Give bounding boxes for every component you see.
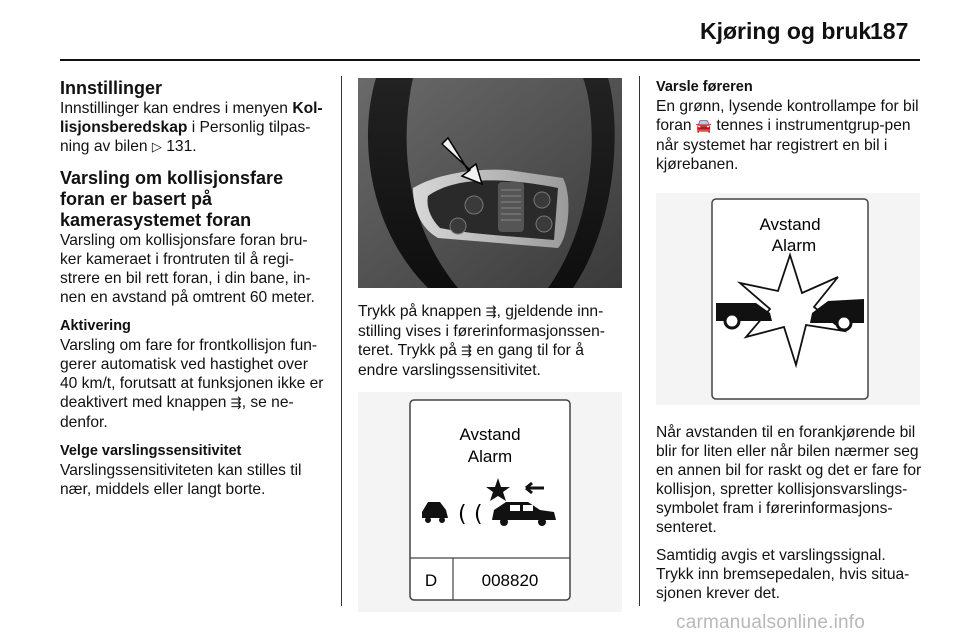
page-number: 187 — [870, 18, 909, 44]
collision-alarm-figure — [656, 193, 920, 405]
sensitivity-display-figure — [358, 392, 622, 612]
column-divider-2 — [639, 76, 640, 606]
figure-code-number: 008820 — [481, 571, 539, 590]
collision-button-icon: ⇶ — [485, 305, 497, 320]
alarm-line-1: Avstand — [759, 215, 821, 234]
paragraph-activation — [60, 336, 328, 432]
paragraph-distance: Når avstanden til en forankjørende bil blir for liten eller når bilen nærmer seg en annen bil for raskt og det er fare for kollisjon, spretter kollisjonsvarslings-symbolet fram i førerinformasjons-senteret. — [656, 424, 922, 536]
heading-alert-driver: Varsle føreren — [656, 79, 753, 95]
paragraph-settings — [60, 99, 328, 157]
column-1 — [60, 78, 328, 499]
column-divider-1 — [341, 76, 342, 606]
text-run: , gjeldende inn-stilling vises i førerinformasjonssen-teret. Trykk på — [358, 303, 605, 359]
display-line-1: Avstand — [459, 425, 521, 444]
alarm-line-2: Alarm — [771, 236, 817, 255]
collision-button-icon: ⇶ — [230, 396, 242, 411]
page-header — [0, 0, 960, 62]
menu-name: Kol-lisjonsberedskap — [60, 100, 323, 136]
wheel-button[interactable] — [534, 192, 550, 208]
sensitivity-arc-icon: ( — [474, 502, 483, 527]
display-line-2: Alarm — [467, 447, 513, 466]
paragraph-caption — [358, 302, 622, 380]
collision-button-icon: ⇶ — [461, 344, 473, 359]
paragraph-collision-warning: Varsling om kollisjonsfare foran bru-ker kameraet i frontruten til å regi-strere en bil rett foran, i din bane, in-nen en avstand på omtrent 60 meter. — [60, 232, 315, 306]
column-2 — [358, 78, 622, 612]
watermark: carmanualsonline.info — [676, 612, 866, 633]
column-3 — [656, 78, 922, 603]
text-run: tennes i instrumentgrup-pen når systemet har registrert en bil i kjørebanen. — [656, 117, 911, 173]
paragraph-signal: Samtidig avgis et varslingssignal. Trykk inn bremsepedalen, hvis situa-sjonen krever det. — [656, 547, 910, 602]
wheel-button[interactable] — [536, 216, 552, 232]
collision-button[interactable] — [465, 196, 483, 214]
heading-activation: Aktivering — [60, 318, 131, 334]
header-divider — [60, 59, 920, 61]
heading-settings: Innstillinger — [60, 78, 163, 98]
text-run: en gang til for å endre varslingssensitivitet. — [358, 342, 584, 379]
car-ahead-icon: 🚘 — [695, 119, 713, 134]
paragraph-alert — [656, 97, 922, 174]
text-run: En grønn, lysende kontrollampe for bil foran — [656, 98, 919, 134]
text-run: i Personlig tilpas-ning av bilen — [60, 119, 311, 155]
text-run: Trykk på knappen — [358, 303, 486, 320]
heading-collision-warning: Varsling om kollisjonsfare foran er basert på kamerasystemet foran — [60, 168, 284, 230]
text-run: Innstillinger kan endres i menyen — [60, 100, 293, 117]
text-run: , se ne-denfor. — [60, 394, 294, 431]
heading-sensitivity: Velge varslingssensitivitet — [60, 443, 242, 459]
paragraph-sensitivity: Varslingssensitiviteten kan stilles til nær, middels eller langt borte. — [60, 462, 302, 498]
wheel-button[interactable] — [450, 218, 466, 234]
figure-code-letter: D — [424, 571, 438, 590]
page-reference[interactable]: 131. — [166, 138, 197, 155]
arrow-reference-icon: ▷ — [151, 140, 162, 155]
chapter-title: Kjøring og bruk — [700, 18, 872, 44]
sensitivity-arc-icon: ( — [458, 502, 467, 527]
steering-wheel-photo — [358, 78, 622, 288]
text-run: Varsling om fare for frontkollisjon fun-gerer automatisk ved hastighet over 40 km/t, forutsatt at funksjonen ikke er deaktivert med knappen — [60, 337, 324, 411]
